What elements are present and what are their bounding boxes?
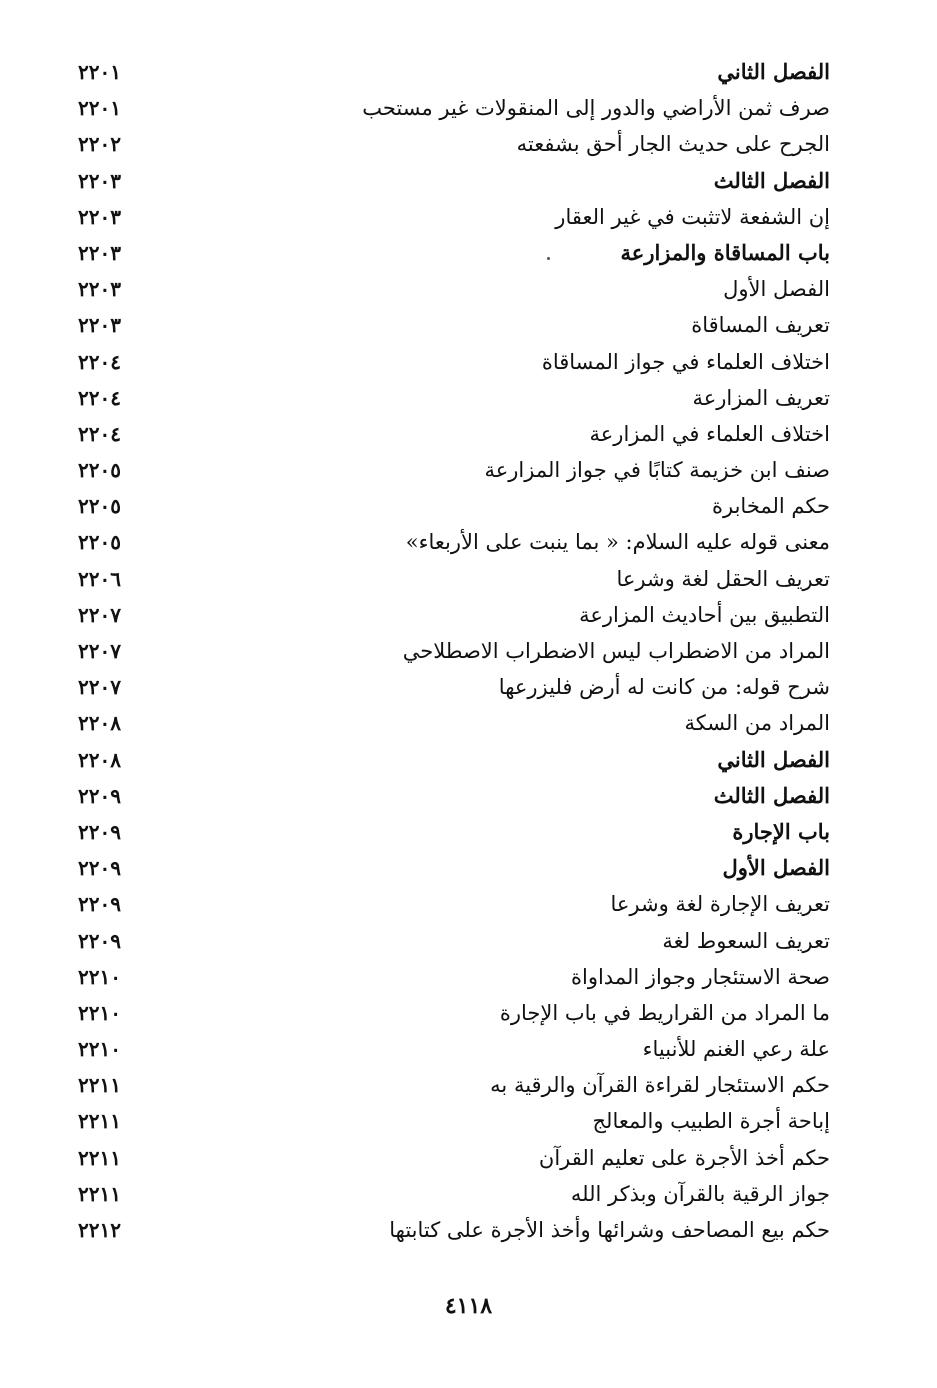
toc-entry-title: اختلاف العلماء في المزارعة xyxy=(589,421,830,446)
toc-entry-title: تعريف المساقاة xyxy=(691,313,830,338)
toc-entry-page-number: ٢٢٠٣ xyxy=(78,204,121,229)
toc-entry xyxy=(0,308,937,344)
toc-entry xyxy=(0,996,937,1032)
toc-entry-page-number: ٢٢٠٨ xyxy=(78,711,121,736)
toc-entry xyxy=(0,743,937,779)
toc-entry xyxy=(0,453,937,489)
page-footer-number: ٤١١٨ xyxy=(444,1293,493,1319)
toc-entry xyxy=(0,272,937,308)
toc-entry xyxy=(0,924,937,960)
toc-section-heading: الفصل الثاني xyxy=(717,746,830,772)
toc-section-heading: الفصل الثالث xyxy=(713,167,830,193)
toc-entry-page-number: ٢٢١٠ xyxy=(78,1037,121,1062)
toc-entry-title: تعريف الحقل لغة وشرعا xyxy=(616,566,830,591)
toc-entry-page-number: ٢٢١١ xyxy=(78,1181,121,1206)
table-of-contents xyxy=(0,55,937,1249)
toc-entry-page-number: ٢٢١١ xyxy=(78,1145,121,1170)
toc-entry-title: حكم الاستئجار لقراءة القرآن والرقية به xyxy=(490,1073,830,1098)
toc-entry xyxy=(0,1141,937,1177)
toc-entry xyxy=(0,634,937,670)
toc-entry xyxy=(0,779,937,815)
toc-entry xyxy=(0,562,937,598)
toc-entry-title: الجرح على حديث الجار أحق بشفعته xyxy=(516,132,830,157)
toc-entry xyxy=(0,525,937,561)
toc-entry-page-number: ٢٢٠٩ xyxy=(78,928,121,953)
toc-entry-page-number: ٢٢٠٤ xyxy=(78,421,121,446)
toc-entry-page-number: ٢٢٠٣ xyxy=(78,168,121,193)
toc-entry-page-number: ٢٢٠٣ xyxy=(78,313,121,338)
toc-entry xyxy=(0,345,937,381)
toc-entry-page-number: ٢٢٠٩ xyxy=(78,856,121,881)
toc-entry-page-number: ٢٢٠٥ xyxy=(78,494,121,519)
toc-entry xyxy=(0,55,937,91)
toc-section-heading: باب الإجارة xyxy=(732,818,830,844)
toc-entry-title: اختلاف العلماء في جواز المساقاة xyxy=(541,349,830,374)
toc-entry-page-number: ٢٢٠٧ xyxy=(78,675,121,700)
toc-entry-title: التطبيق بين أحاديث المزارعة xyxy=(579,602,830,627)
toc-entry-title: تعريف المزارعة xyxy=(692,385,830,410)
toc-entry-page-number: ٢٢١٠ xyxy=(78,1000,121,1025)
toc-entry-title: معنى قوله عليه السلام: « بما ينبت على الأربعاء» xyxy=(405,530,830,555)
toc-entry-title: حكم أخذ الأجرة على تعليم القرآن xyxy=(538,1145,830,1170)
toc-entry-page-number: ٢٢٠٥ xyxy=(78,530,121,555)
toc-entry xyxy=(0,706,937,742)
toc-entry-page-number: ٢٢٠٧ xyxy=(78,639,121,663)
toc-entry xyxy=(0,200,937,236)
toc-entry-title: جواز الرقية بالقرآن وبذكر الله xyxy=(570,1181,830,1206)
toc-entry-page-number: ٢٢٠٩ xyxy=(78,819,121,844)
toc-section-heading: الفصل الثاني xyxy=(717,59,830,84)
toc-entry-title: إباحة أجرة الطبيب والمعالج xyxy=(592,1109,830,1134)
toc-entry xyxy=(0,127,937,163)
toc-entry-page-number: ٢٢٠٤ xyxy=(78,349,121,374)
toc-entry xyxy=(0,598,937,634)
toc-section-heading: الفصل الأول xyxy=(722,855,830,881)
toc-entry-page-number: ٢٢٠١ xyxy=(78,96,121,121)
toc-entry xyxy=(0,670,937,706)
toc-entry-title: ما المراد من القراريط في باب الإجارة xyxy=(499,1000,830,1025)
toc-entry-page-number: ٢٢١١ xyxy=(78,1073,121,1098)
toc-entry-page-number: ٢٢٠٣ xyxy=(78,240,121,265)
toc-entry xyxy=(0,417,937,453)
toc-section-heading: الفصل الثالث xyxy=(713,782,830,808)
toc-entry-page-number: ٢٢٠٦ xyxy=(78,566,121,591)
toc-entry-page-number: ٢٢٠٧ xyxy=(78,602,121,627)
toc-entry xyxy=(0,1068,937,1104)
toc-entry xyxy=(0,164,937,200)
toc-entry-page-number: ٢٢٠٤ xyxy=(78,385,121,410)
toc-entry xyxy=(0,1177,937,1213)
toc-entry xyxy=(0,1104,937,1140)
toc-entry-title: تعريف الإجارة لغة وشرعا xyxy=(610,892,830,917)
toc-entry-title: صحة الاستئجار وجواز المداواة xyxy=(570,964,830,989)
toc-entry-title: حكم بيع المصاحف وشرائها وأخذ الأجرة على كتابتها xyxy=(389,1218,830,1242)
stray-dot-mark xyxy=(547,257,550,260)
toc-entry-title: المراد من السكة xyxy=(684,711,830,736)
toc-entry-page-number: ٢٢٠٨ xyxy=(78,747,121,772)
toc-entry xyxy=(0,960,937,996)
toc-entry-title: المراد من الاضطراب ليس الاضطراب الاصطلاحي xyxy=(402,639,830,663)
toc-entry-page-number: ٢٢٠١ xyxy=(78,60,121,84)
toc-section-heading: باب المساقاة والمزارعة xyxy=(620,239,830,265)
toc-entry xyxy=(0,1032,937,1068)
toc-entry-page-number: ٢٢٠٢ xyxy=(78,132,121,157)
toc-entry xyxy=(0,381,937,417)
toc-entry xyxy=(0,236,937,272)
toc-entry-page-number: ٢٢٠٥ xyxy=(78,458,121,483)
toc-entry-page-number: ٢٢١١ xyxy=(78,1109,121,1134)
toc-entry xyxy=(0,1213,937,1249)
toc-entry-title: تعريف السعوط لغة xyxy=(662,928,830,953)
toc-entry-page-number: ٢٢١٢ xyxy=(78,1218,121,1242)
toc-entry-page-number: ٢٢٠٩ xyxy=(78,783,121,808)
toc-entry-page-number: ٢٢٠٩ xyxy=(78,892,121,917)
toc-entry-title: صنف ابن خزيمة كتابًا في جواز المزارعة xyxy=(484,458,830,483)
toc-entry xyxy=(0,815,937,851)
toc-entry-title: حكم المخابرة xyxy=(712,494,830,519)
toc-entry xyxy=(0,887,937,923)
toc-entry-page-number: ٢٢٠٣ xyxy=(78,277,121,302)
toc-entry xyxy=(0,91,937,127)
toc-entry-title: إن الشفعة لاتثبت في غير العقار xyxy=(555,204,830,229)
toc-entry-title: الفصل الأول xyxy=(723,277,830,302)
toc-entry-title: علة رعي الغنم للأنبياء xyxy=(642,1037,830,1062)
toc-entry xyxy=(0,851,937,887)
toc-entry-page-number: ٢٢١٠ xyxy=(78,964,121,989)
toc-entry-title: شرح قوله: من كانت له أرض فليزرعها xyxy=(498,675,830,700)
toc-entry xyxy=(0,489,937,525)
toc-entry-title: صرف ثمن الأراضي والدور إلى المنقولات غير مستحب xyxy=(362,96,830,121)
